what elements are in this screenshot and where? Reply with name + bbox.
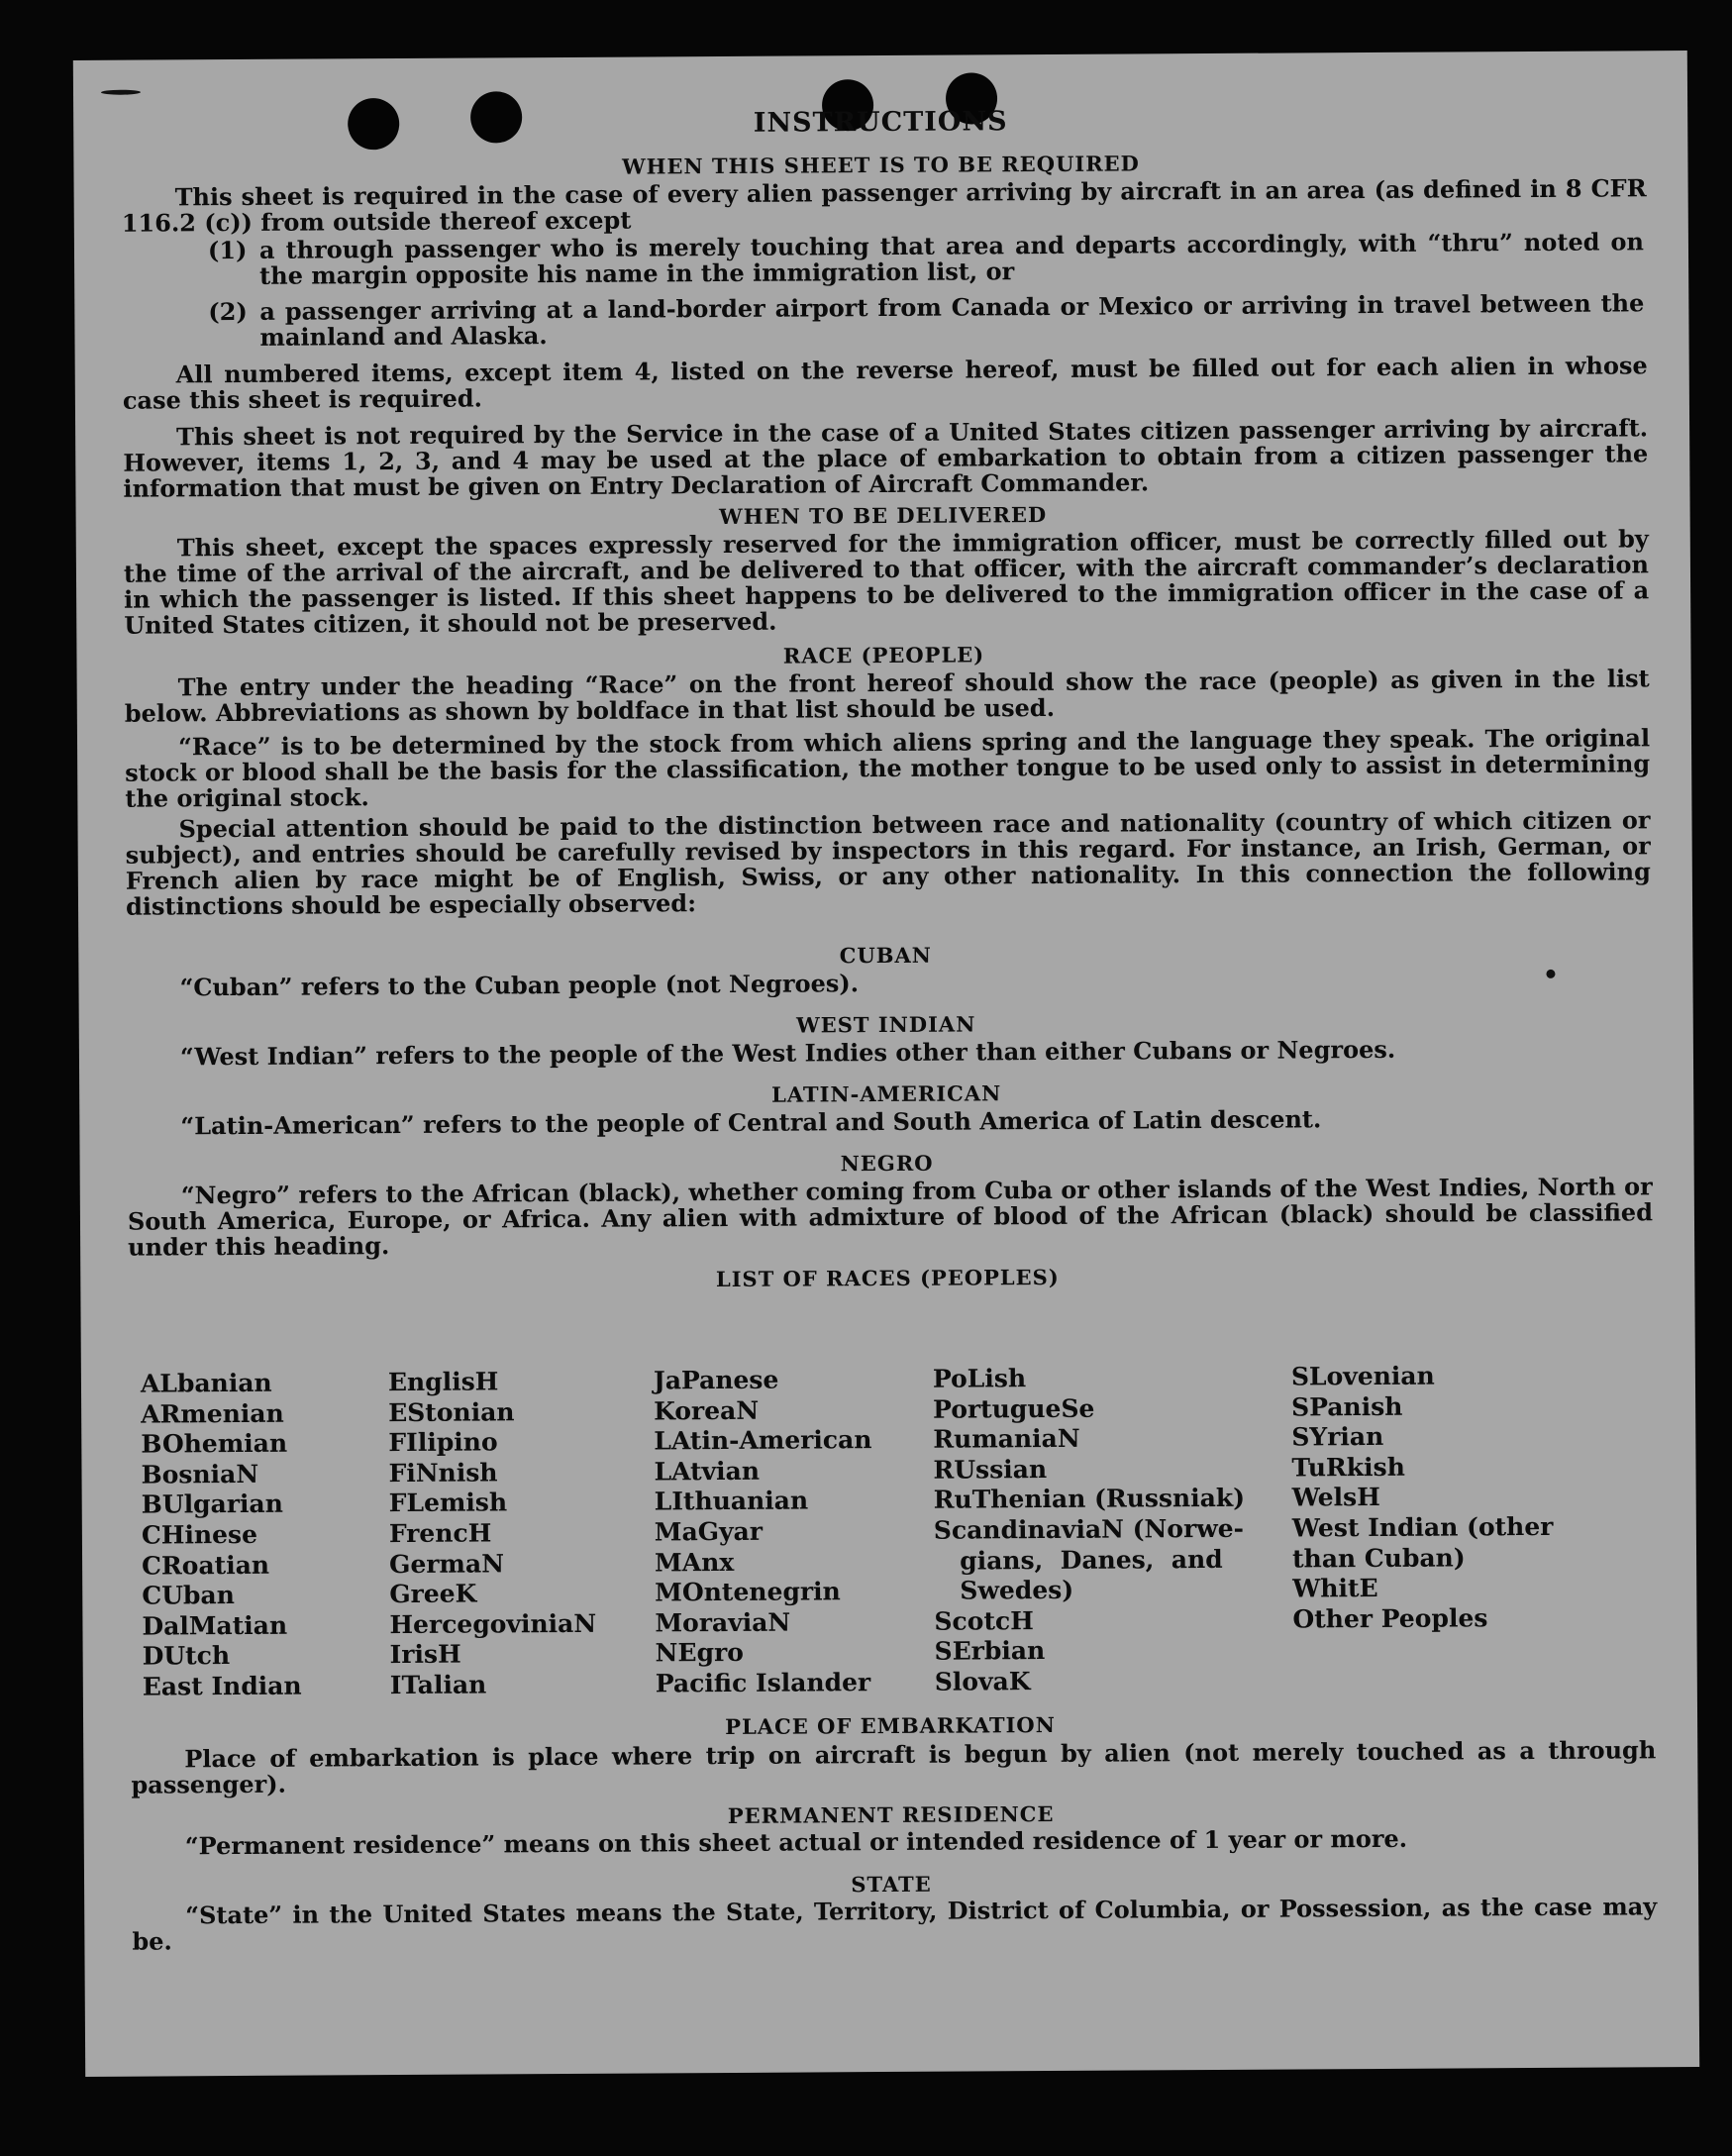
race-list-item: FiNnish [388,1458,498,1488]
heading-west-indian: WEST INDIAN [796,1011,976,1038]
race-list-item: SErbian [934,1636,1046,1667]
instructions-document [73,51,1687,1956]
para-permanent-residence: “Permanent residence” means on this sheet actual or intended residence of 1 year or more. [184,1823,1408,1861]
para-latin-american: “Latin-American” refers to the people of Central and South America of Latin descent. [180,1104,1322,1141]
race-list-item: KoreaN [654,1395,760,1426]
para-state: “State” in the United States means the State, Territory, District of Columbia, or Possession, as the case may be. [132,1892,1658,1956]
exception-number: (1) [207,235,248,265]
race-list-item: than Cuban) [1291,1543,1466,1574]
para-when-delivered: This sheet, except the spaces expressly reserved for the immigration officer, must be correctly filled out by the time of the arrival of the aircraft, and be delivered to that officer, with the aircraft commander’s declaration in which the passenger is listed. If this sheet happens to be delivered to the immigration officer in the case of a United States citizen, it should not be preserved. [123,524,1650,640]
exception-text: a passenger arriving at a land-border airport from Canada or Mexico or arriving in travel between the mainland and Alaska. [259,288,1645,352]
heading-when-required: WHEN THIS SHEET IS TO BE REQUIRED [621,151,1140,179]
race-list-item: JaPanese [653,1365,779,1395]
race-list-item: SPanish [1291,1391,1403,1422]
race-list-item: BOhemian [141,1428,288,1459]
race-list-item: RumaniaN [933,1423,1080,1454]
race-list-item: West Indian (other [1291,1511,1554,1543]
race-list-item: DalMatian [142,1610,288,1641]
race-list-item: MaGyar [654,1516,764,1547]
race-list-item: Swedes) [934,1576,1074,1605]
para-west-indian: “West Indian” refers to the people of the West Indies other than either Cubans or Negroes. [179,1034,1396,1072]
race-list-item: FLemish [388,1488,508,1518]
race-list-item: LIthuanian [654,1486,809,1516]
race-list-item: TuRkish [1291,1452,1405,1483]
heading-state: STATE [851,1871,932,1898]
race-list-item: NEgro [655,1638,744,1668]
race-list-item: ScandinaviaN (Norwe- [933,1513,1245,1545]
race-list-column-3 [654,1365,873,1699]
heading-when-delivered: WHEN TO BE DELIVERED [719,501,1048,530]
ink-speck [101,90,141,95]
race-list-item: ARmenian [141,1398,284,1429]
exception-item-2 [208,290,1644,351]
race-list-item: MOntenegrin [655,1577,841,1607]
race-list-column-5 [1291,1361,1554,1635]
para-cuban: “Cuban” refers to the Cuban people (not Negroes). [179,969,860,1002]
race-list-item: BUlgarian [141,1489,283,1519]
race-list-column-2 [388,1367,597,1701]
document-sheet [73,51,1699,2077]
para-race-nationality: Special attention should be paid to the distinction between race and nationality (country of which citizen or subject), and entries should be carefully revised by inspectors in this regard. For instance, an Irish, German, or French alien by race might be of English, Swiss, or any other nationality. In this connection the following distinctions should be especially observed: [125,805,1651,921]
race-list-item: CHinese [141,1519,258,1550]
race-list-item: PortugueSe [933,1393,1095,1424]
race-list-column-1 [141,1369,302,1703]
race-list-item: DUtch [142,1641,231,1671]
exception-text: a through passenger who is merely touching that area and departs accordingly, with “thru” noted on the margin opposite his name in the immigration list, or [258,227,1645,290]
heading-latin-american: LATIN-AMERICAN [770,1080,1002,1107]
race-list-item: GreeK [389,1579,477,1609]
heading-negro: NEGRO [840,1150,934,1177]
race-list-item: ALbanian [140,1368,272,1398]
para-race-stock: “Race” is to be determined by the stock from which aliens spring and the language they speak. The original stock or blood shall be the basis for the classification, the mother tongue to be used only to assist in determining the original stock. [125,723,1651,813]
race-list-item: RUssian [933,1454,1048,1485]
race-list-column-4 [933,1363,1246,1697]
para-race-entry: The entry under the heading “Race” on the front hereof should show the race (people) as given in the list below. Abbreviations as shown by boldface in that list should be used. [124,664,1650,728]
heading-permanent-residence: PERMANENT RESIDENCE [727,1800,1055,1828]
race-list-item: ScotcH [934,1605,1034,1636]
heading-list-of-races: LIST OF RACES (PEOPLES) [715,1264,1060,1292]
race-list-item: LAtvian [654,1456,761,1487]
para-embarkation: Place of embarkation is place where trip on aircraft is begun by alien (not merely touched as a through passenger). [131,1735,1657,1799]
exception-item-1 [208,229,1644,289]
race-list-item: East Indian [142,1671,302,1701]
race-list-item: Other Peoples [1292,1603,1488,1634]
race-list-item: WelsH [1291,1483,1380,1512]
para-required-intro: This sheet is required in the case of every alien passenger arriving by aircraft in an area (as defined in 8 CFR 116.2 (c)) from outside thereof except [121,173,1647,238]
heading-race: RACE (PEOPLE) [782,642,985,668]
exception-number: (2) [208,296,248,327]
race-list-item: CUban [142,1581,235,1610]
race-list-item: gians, Danes, and [933,1544,1223,1576]
race-list-item: MoraviaN [655,1607,791,1638]
heading-cuban: CUBAN [839,942,933,969]
para-numbered-items: All numbered items, except item 4, listed on the reverse hereof, must be filled out for each alien in whose case this sheet is required. [122,351,1648,415]
race-list-item: SLovenian [1290,1361,1435,1391]
race-list-item: IrisH [389,1639,461,1670]
race-list-item: HercegoviniaN [389,1608,597,1639]
race-list-item: WhitE [1292,1574,1378,1603]
race-list-item: ITalian [389,1670,487,1700]
race-list-item: SlovaK [934,1667,1031,1696]
race-list-item: EStonian [388,1396,515,1427]
race-list-item: EnglisH [387,1367,499,1397]
race-list-item: RuThenian (Russniak) [933,1484,1246,1515]
race-list-item: BosniaN [141,1459,259,1489]
race-list-item: Pacific Islander [655,1668,871,1698]
race-list-item: CRoatian [141,1550,270,1581]
race-list-item: MAnx [654,1547,735,1578]
race-list-item: FrencH [388,1518,492,1549]
page-title: INSTRUCTIONS [753,106,1008,139]
para-negro: “Negro” refers to the African (black), whether coming from Cuba or other islands of the West Indies, North or South America, Europe, or Africa. Any alien with admixture of blood of the African (black) should be classified under this heading. [127,1172,1654,1262]
para-citizen-passenger: This sheet is not required by the Service in the case of a United States citizen passenger arriving by aircraft. However, items 1, 2, 3, and 4 may be used at the place of embarkation to obtain from a citizen passenger the information that must be given on Entry Declaration of Aircraft Commander. [123,413,1649,503]
race-list-item: PoLish [932,1364,1027,1393]
race-list-item: LAtin-American [654,1425,872,1456]
race-list-item: GermaN [388,1548,505,1579]
race-list-item: FIlipino [388,1427,498,1458]
heading-embarkation: PLACE OF EMBARKATION [725,1711,1056,1740]
race-list-item: SYrian [1291,1422,1384,1452]
